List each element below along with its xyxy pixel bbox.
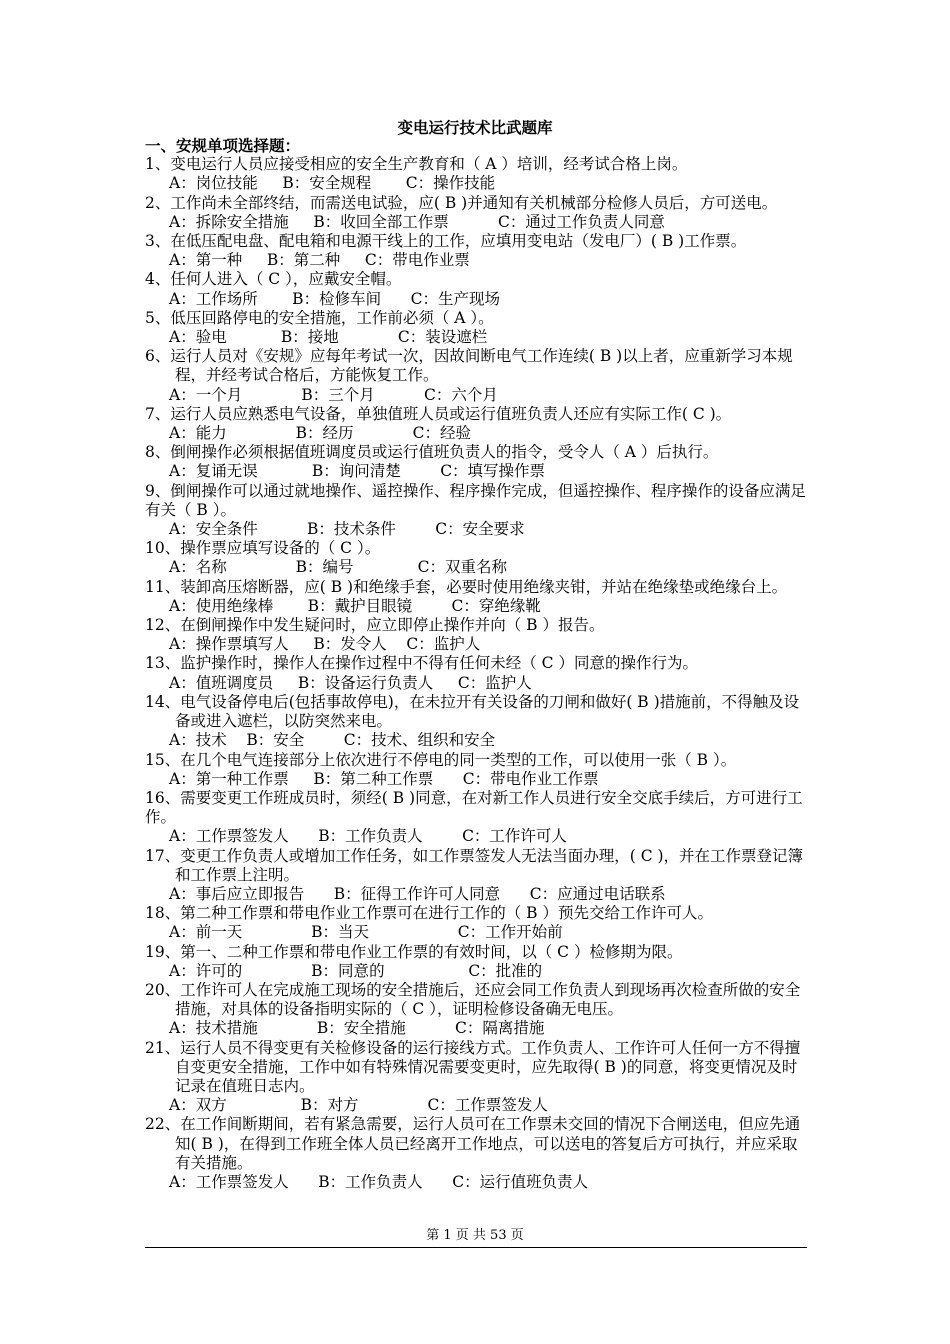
question-text: 3、在低压配电盘、配电箱和电源干线上的工作，应填用变电站（发电厂）( B )工作票。 [145, 232, 747, 251]
question-text: 16、需要变更工作班成员时，须经( B )同意，在对新工作人员进行安全交底手续后，方可进行工作。 [145, 788, 803, 827]
question-options: A：安全条件 B：技术条件 C：安全要求 [169, 520, 525, 539]
question-text: 12、在倒闸操作中发生疑问时，应立即停止操作并向（ B ）报告。 [145, 616, 605, 635]
question-options: A：前一天 B：当天 C：工作开始前 [169, 923, 563, 942]
question-text: 2、工作尚未全部终结，而需送电试验，应( B )并通知有关机械部分检修人员后，方可送电。 [145, 193, 778, 212]
question-text: 15、在几个电气连接部分上依次进行不停电的同一类型的工作，可以使用一张（ B ）。 [145, 750, 737, 769]
question-options: A：名称 B：编号 C：双重名称 [169, 558, 507, 577]
question-text: 19、第一、二种工作票和带电作业工作票的有效时间，以（ C ）检修期为限。 [145, 942, 683, 961]
question-text: 20、工作许可人在完成施工现场的安全措施后，还应会同工作负责人到现场再次检查所做的安全措施，对具体的设备指明实际的（ C ），证明检修设备确无电压。 [145, 980, 801, 1019]
question-text: 17、变更工作负责人或增加工作任务，如工作票签发人无法当面办理，( C )，并在工作票登记簿和工作票上注明。 [145, 846, 804, 884]
question-options: A：拆除安全措施 B：收回全部工作票 C：通过工作负责人同意 [169, 212, 665, 231]
document-title: 变电运行技术比武题库 [397, 118, 553, 137]
question-text: 11、装卸高压熔断器，应( B )和绝缘手套，必要时使用绝缘夹钳，并站在绝缘垫或绝缘台上。 [145, 577, 788, 596]
question-options: A：事后应立即报告 B：征得工作许可人同意 C：应通过电话联系 [169, 884, 666, 903]
question-text: 6、运行人员对《安规》应每年考试一次，因故间断电气工作连续( B )以上者，应重新学习本规程，并经考试合格后，方能恢复工作。 [145, 347, 793, 385]
question-text: 10、操作票应填写设备的（ C ）。 [145, 539, 381, 558]
question-options: A：能力 B：经历 C：经验 [169, 424, 472, 443]
question-options: A：值班调度员 B：设备运行负责人 C：监护人 [169, 673, 532, 692]
question-text: 8、倒闸操作必须根据值班调度员或运行值班负责人的指令，受令人（ A ）后执行。 [145, 443, 719, 462]
question-options: A：技术措施 B：安全措施 C：隔离措施 [169, 1019, 545, 1038]
question-options: A：工作票签发人 B：工作负责人 C：运行值班负责人 [169, 1172, 589, 1191]
question-text: 18、第二种工作票和带电作业工作票可在进行工作的（ B ）预先交给工作许可人。 [145, 904, 713, 923]
question-options: A：第一种工作票 B：第二种工作票 C：带电作业工作票 [169, 769, 599, 788]
question-options: A：技术 B：安全 C：技术、组织和安全 [169, 731, 496, 750]
question-text: 7、运行人员应熟悉电气设备，单独值班人员或运行值班负责人还应有实际工作( C )。 [145, 404, 732, 423]
page-footer: 第 1 页 共 53 页 [426, 1228, 524, 1243]
question-text: 9、倒闸操作可以通过就地操作、遥控操作、程序操作完成，但遥控操作、程序操作的设备应满足有关（ B ）。 [145, 481, 806, 519]
footer-divider [145, 1247, 807, 1248]
question-options: A：岗位技能 B：安全规程 C：操作技能 [169, 174, 496, 193]
question-list [145, 136, 807, 1192]
question-text: 4、任何人进入（ C ），应戴安全帽。 [145, 270, 402, 289]
question-options: A：复诵无误 B：询问清楚 C：填写操作票 [169, 462, 546, 481]
question-options: A：工作票签发人 B：工作负责人 C：工作许可人 [169, 827, 567, 846]
question-options: A：双方 B：对方 C：工作票签发人 [169, 1096, 548, 1115]
question-options: A：使用绝缘棒 B：戴护目眼镜 C：穿绝缘靴 [169, 596, 541, 615]
question-text: 5、低压回路停电的安全措施，工作前必须（ A ）。 [145, 308, 494, 327]
question-options: A：工作场所 B：检修车间 C：生产现场 [169, 289, 500, 308]
question-options: A：许可的 B：同意的 C：批准的 [169, 961, 543, 980]
question-text: 1、变电运行人员应接受相应的安全生产教育和（ A ）培训，经考试合格上岗。 [145, 155, 688, 174]
question-options: A：操作票填写人 B：发令人 C：监护人 [169, 635, 481, 654]
question-text: 22、在工作间断期间，若有紧急需要，运行人员可在工作票未交回的情况下合闸送电，但应先通知( B )，在得到工作班全体人员已经离开工作地点，可以送电的答复后方可执行，并应采取有关措施。 [145, 1115, 801, 1172]
question-text: 13、监护操作时，操作人在操作过程中不得有任何未经（ C ）同意的操作行为。 [145, 654, 698, 673]
question-options: A：验电 B：接地 C：装设遮栏 [169, 328, 488, 347]
question-text: 14、电气设备停电后(包括事故停电)，在未拉开有关设备的刀闸和做好( B )措施前，不得触及设备或进入遮栏，以防突然来电。 [145, 692, 800, 731]
question-text: 21、运行人员不得变更有关检修设备的运行接线方式。工作负责人、工作许可人任何一方不得擅自变更安全措施，工作中如有特殊情况需要变更时，应先取得( B )的同意，将变更情况及时记录在值班日志内。 [145, 1038, 801, 1095]
question-options: A：第一种 B：第二种 C：带电作业票 [169, 251, 470, 270]
section-heading: 一、安规单项选择题： [145, 136, 301, 155]
question-options: A：一个月 B：三个月 C：六个月 [169, 385, 498, 404]
